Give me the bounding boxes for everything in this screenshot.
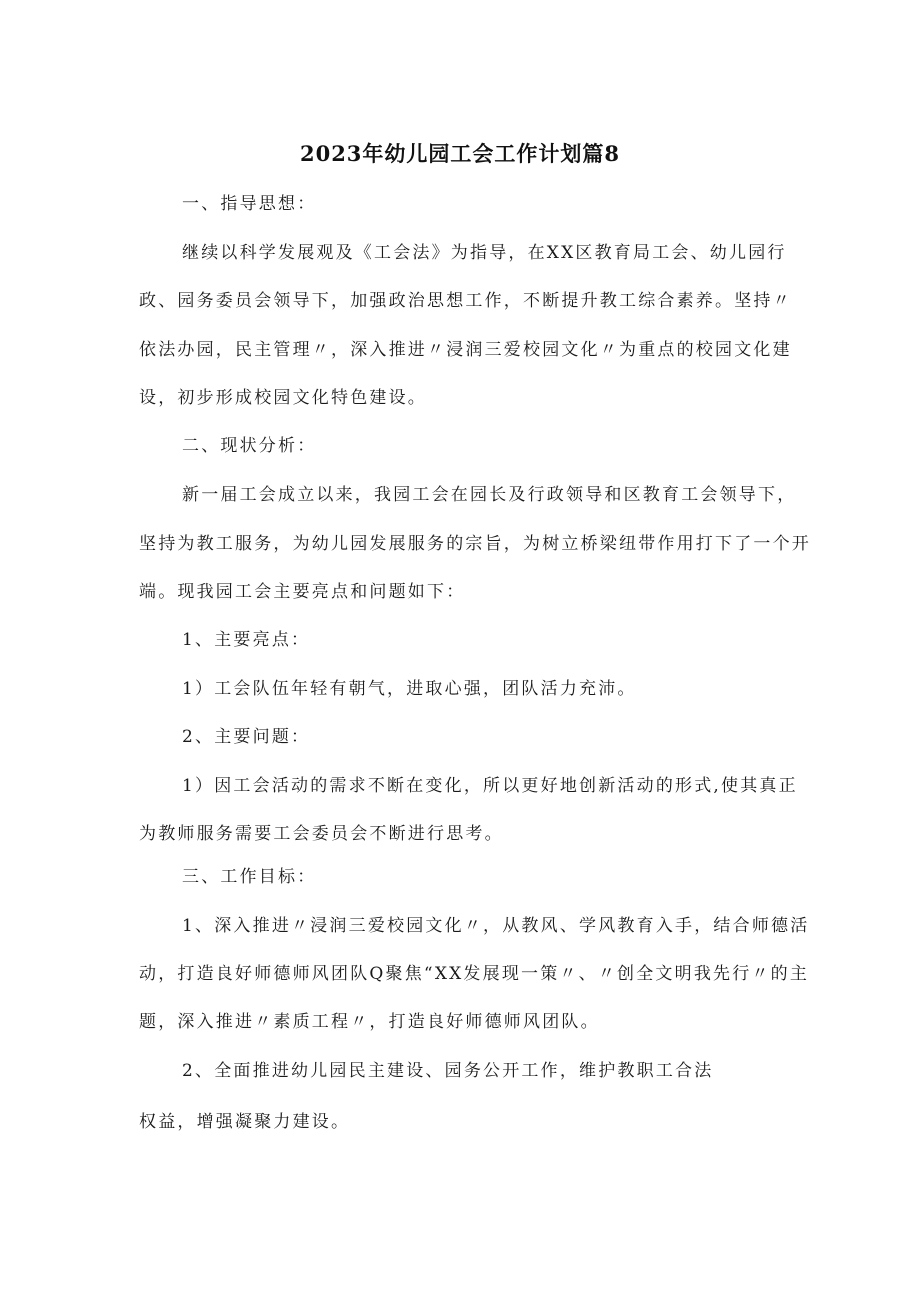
paragraph-line: 继续以科学发展观及《工会法》为指导，在XX区教育局工会、幼儿园行 [182,243,787,263]
paragraph-line: 设，初步形成校园文化特色建设。 [139,388,427,408]
paragraph-line: 端。现我园工会主要亮点和问题如下： [139,582,466,602]
list-item: 1）工会队伍年轻有朝气，进取心强，团队活力充沛。 [182,679,637,699]
paragraph-line: 依法办园，民主管理〃，深入推进〃浸润三爱校园文化〃为重点的校园文化建 [139,340,792,360]
paragraph-line: 新一届工会成立以来，我园工会在园长及行政领导和区教育工会领导下， [182,485,797,505]
subheading-problems: 2、主要问题： [182,727,311,747]
subheading-highlights: 1、主要亮点： [182,630,311,650]
paragraph-line: 政、园务委员会领导下，加强政治思想工作，不断提升教工综合素养。坚持〃 [139,291,792,311]
heading-guiding-ideology: 一、指导思想： [182,194,317,214]
paragraph-line: 坚持为教工服务，为幼儿园发展服务的宗旨，为树立桥梁纽带作用打下了一个开 [139,534,811,554]
heading-status-analysis: 二、现状分析： [182,436,317,456]
paragraph-line: 题，深入推进〃素质工程〃，打造良好师德师风团队。 [139,1012,600,1032]
list-item: 1、深入推进〃浸润三爱校园文化〃，从教风、学风教育入手，结合师德活 [182,916,810,936]
paragraph-line: 动，打造良好师德师风团队Q聚焦“XX发展现一策〃、〃创全文明我先行〃的主 [139,964,810,984]
list-item: 1）因工会活动的需求不断在变化，所以更好地创新活动的形式,使其真正 [182,776,798,796]
heading-work-goals: 三、工作目标： [182,867,317,887]
paragraph-line: 为教师服务需要工会委员会不断进行思考。 [139,824,504,844]
list-item: 2、全面推进幼儿园民主建设、园务公开工作，维护教职工合法 [182,1061,714,1081]
document-title: 2023年幼儿园工会工作计划篇8 [299,141,621,166]
paragraph-line: 权益，增强凝聚力建设。 [139,1112,351,1132]
